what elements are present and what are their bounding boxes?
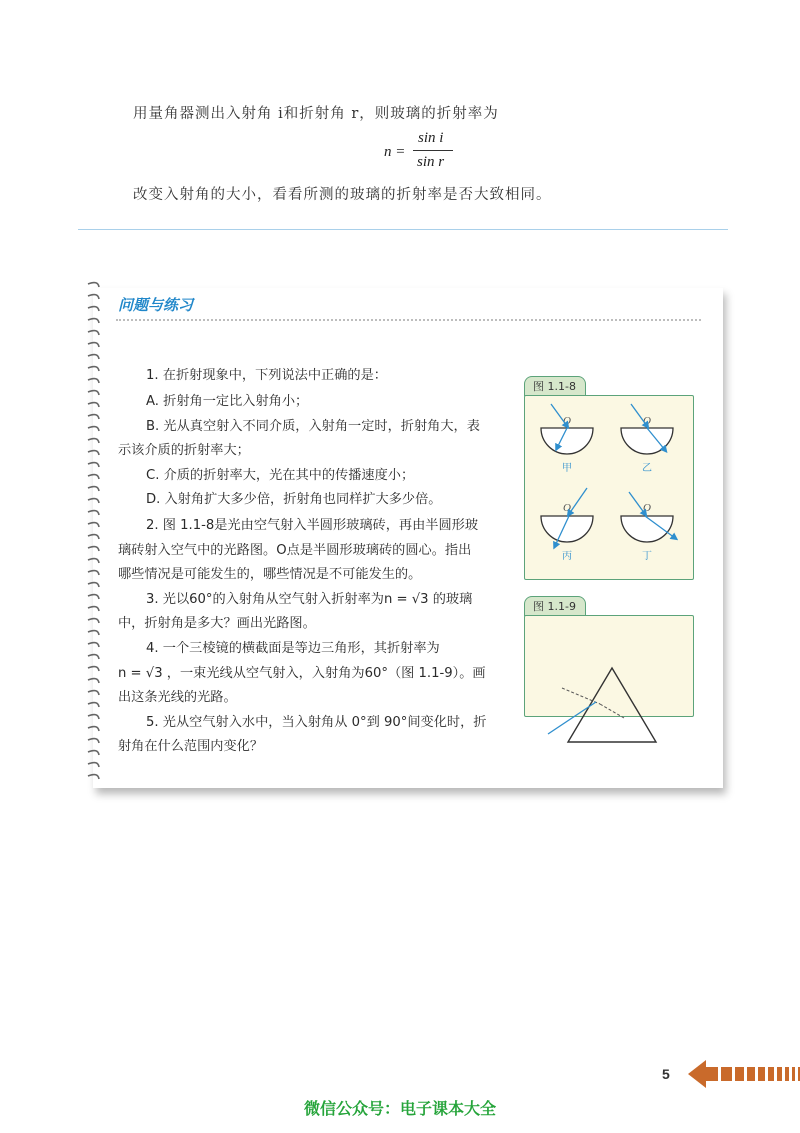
footer-watermark: 微信公众号：电子课本大全 [303,1099,496,1118]
conclusion-text: 改变入射角的大小，看看所测的玻璃的折射率是否大致相同。 [133,187,552,203]
formula-lhs: n = [384,144,406,160]
question-5-cont: 射角在什么范围内变化？ [118,739,264,754]
question-1: 1. 在折射现象中，下列说法中正确的是： [146,368,387,383]
fraction-bar [413,150,453,151]
label-bing: 丙 [562,551,572,562]
question-3: 3. 光以60°的入射角从空气射入折射率为n = √3 的玻璃 [146,592,473,607]
figure-1-label: 图 1.1-8 [524,376,586,396]
question-4: 4. 一个三棱镜的横截面是等边三角形，其折射率为 [146,641,440,656]
spiral-binding [86,278,100,790]
label-yi: 乙 [642,463,652,474]
point-o-3: O [563,502,571,514]
option-b-cont: 示该介质的折射率大； [118,443,250,458]
question-4-cont-2: 出这条光线的光路。 [118,690,237,705]
question-2-cont-2: 哪些情况是可能发生的，哪些情况是不可能发生的。 [118,567,422,582]
page-number: 5 [662,1066,670,1082]
point-o-2: O [643,415,651,427]
point-o-4: O [643,502,651,514]
question-2-cont-1: 璃砖射入空气中的光路图。O点是半圆形玻璃砖的圆心。指出 [118,543,472,558]
exercise-title: 问题与练习 [118,296,194,314]
figure-2-diagram [540,660,670,750]
point-o-1: O [563,415,571,427]
formula-numerator: sin i [418,130,444,146]
formula-denominator: sin r [417,154,445,170]
question-3-cont: 中，折射角是多大？画出光路图。 [118,616,316,631]
page-arrow-icon [688,1058,800,1090]
option-c: C. 介质的折射率大，光在其中的传播速度小； [146,468,415,483]
option-b: B. 光从真空射入不同介质，入射角一定时，折射角大，表 [146,419,480,434]
option-a: A. 折射角一定比入射角小； [146,394,309,409]
figure-2-label: 图 1.1-9 [524,596,586,616]
label-ding: 丁 [642,551,652,562]
label-jia: 甲 [562,463,572,474]
intro-text: 用量角器测出入射角 i和折射角 r，则玻璃的折射率为 [133,106,499,122]
title-underline [116,319,701,321]
section-divider [78,229,728,230]
question-5: 5. 光从空气射入水中，当入射角从 0°到 90°间变化时，折 [146,715,487,730]
option-d: D. 入射角扩大多少倍，折射角也同样扩大多少倍。 [146,492,442,507]
figure-1-box [524,395,694,580]
figure-1-diagram [525,396,693,579]
question-4-cont-1: n = √3 ，一束光线从空气射入，入射角为60°（图 1.1-9）。画 [118,666,486,681]
question-2: 2. 图 1.1-8是光由空气射入半圆形玻璃砖，再由半圆形玻 [146,518,479,533]
